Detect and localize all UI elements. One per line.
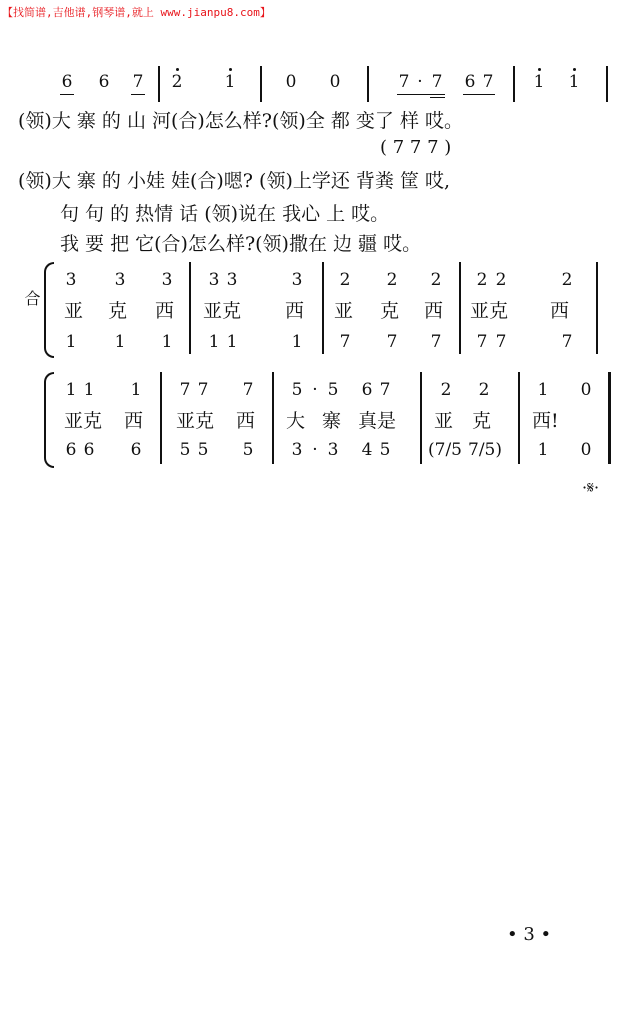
segno-icon: ·𝄋· [582,478,600,497]
alternate-notes: ( 7 7 7 ) [380,137,452,158]
lyrics-line-1: (领)大 寨 的 山 河(合)怎么样?(领)全 都 变了 样 哎。 [18,110,463,132]
site-banner: 【找简谱,吉他谱,钢琴谱,就上 www.jianpu8.com】 [2,6,271,19]
verse-line-3: 我 要 把 它(合)怎么样?(领)撒在 边 疆 哎。 [60,233,422,255]
page-number: • 3 • [507,924,552,945]
verse-line-1: (领)大 寨 的 小娃 娃(合)嗯? (领)上学还 背粪 筐 哎, [18,170,451,192]
verse-line-2: 句 句 的 热情 话 (领)说在 我心 上 哎。 [60,203,390,225]
chorus-label: 合 [22,290,41,306]
